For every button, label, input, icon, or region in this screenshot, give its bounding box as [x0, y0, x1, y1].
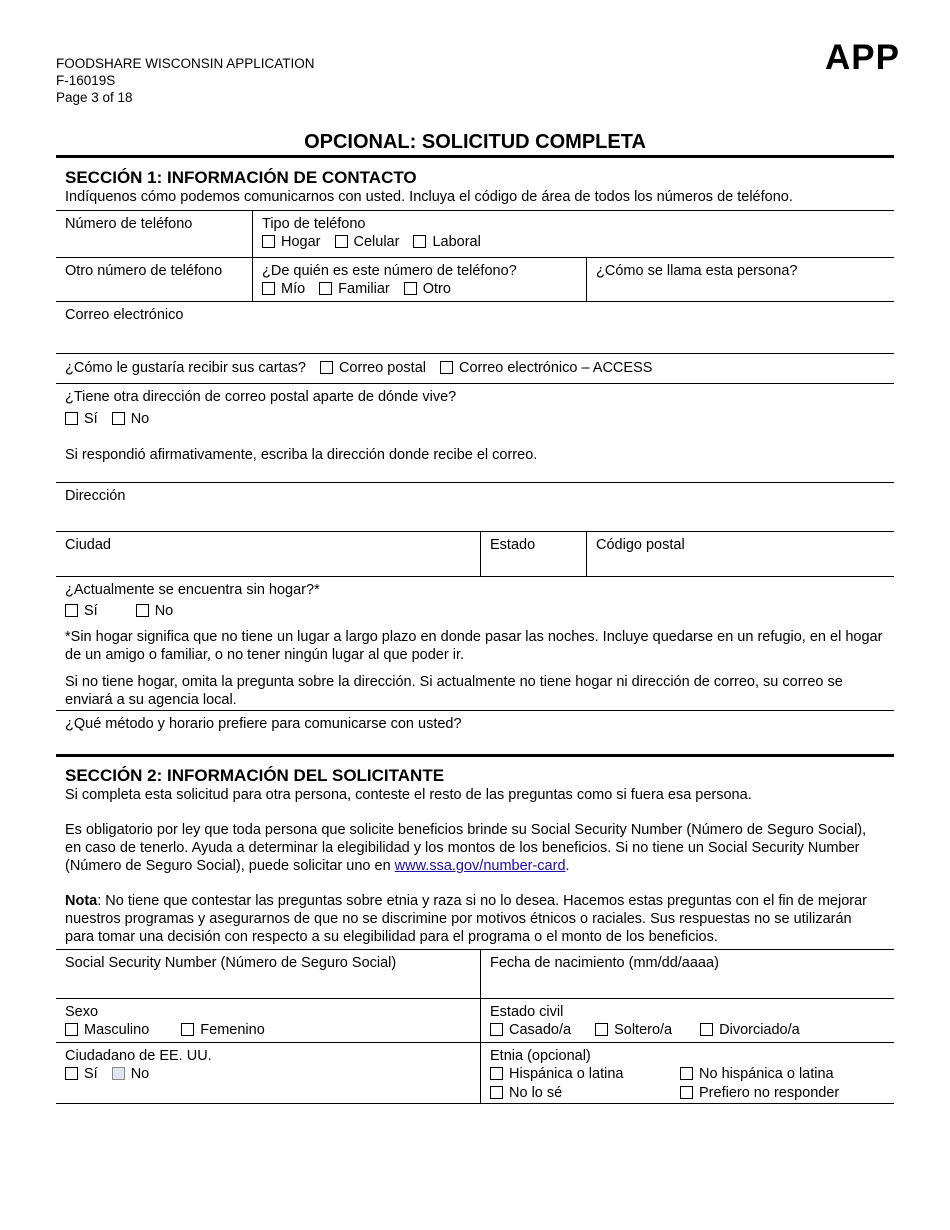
option-label: No [130, 411, 150, 427]
ethnicity-label: Etnia (opcional) [490, 1048, 591, 1064]
checkbox[interactable] [490, 1023, 503, 1036]
email-row [56, 301, 894, 353]
option-label: Sí [84, 603, 98, 619]
section1-subtitle: Indíquenos cómo podemos comunicarnos con usted. Incluya el código de área de todos los números de teléfono. [65, 189, 793, 205]
option-label: No [130, 1066, 150, 1082]
email-field[interactable] [56, 302, 894, 353]
city-field[interactable] [56, 532, 480, 576]
note-label: Nota [65, 893, 98, 909]
phone-type-field [252, 211, 894, 257]
email-label: Correo electrónico [65, 307, 184, 323]
checkbox[interactable] [112, 1067, 125, 1080]
marital-label: Estado civil [490, 1004, 564, 1020]
letters-row [56, 353, 894, 383]
option-label: Correo electrónico – ACCESS [459, 360, 653, 376]
city-row [56, 531, 894, 576]
checkbox[interactable] [136, 604, 149, 617]
checkbox[interactable] [680, 1067, 693, 1080]
checkbox[interactable] [262, 282, 275, 295]
note-text: : No tiene que contestar las preguntas sobre etnia y raza si no lo desea. Hacemos estas preguntas con el fin de mejorar nuestros programas y asegurarnos de que no se discrimine por motivos étnicos o raciales. Sus respuestas no se utilizarán para tomar una decisión con respecto a su elegibilidad para el programa o el monto de los beneficios. [65, 893, 867, 945]
ssn-row [56, 949, 894, 998]
section2-title: SECCIÓN 2: INFORMACIÓN DEL SOLICITANTE [65, 766, 445, 785]
phone-type-celular[interactable] [335, 233, 400, 251]
checkbox[interactable] [112, 412, 125, 425]
option-label: No lo sé [509, 1085, 563, 1101]
contact-method-row [56, 710, 894, 754]
checkbox[interactable] [262, 235, 275, 248]
phone-field[interactable] [56, 211, 252, 257]
program-name: FOODSHARE WISCONSIN APPLICATION [56, 56, 315, 71]
whose-phone-label: ¿De quién es este número de teléfono? [262, 263, 517, 279]
phone-type-label: Tipo de teléfono [262, 216, 366, 232]
checkbox[interactable] [65, 412, 78, 425]
homeless-definition: *Sin hogar significa que no tiene un lugar a largo plazo en donde pasar las noches. Incluye quedarse en un refugio, en el hogar de un amigo o familiar, o no tener ningún lugar al que poder ir. [65, 629, 883, 663]
option-label: Prefiero no responder [699, 1085, 840, 1101]
letters-label: ¿Cómo le gustaría recibir sus cartas? [65, 360, 306, 376]
sex-marital-row [56, 998, 894, 1042]
citizen-no[interactable] [112, 1065, 150, 1083]
whose-phone-mio[interactable] [262, 280, 305, 298]
ssn-text-end: . [565, 858, 570, 874]
homeless-row [56, 576, 894, 710]
marital-single[interactable] [595, 1021, 672, 1039]
ssn-field[interactable] [56, 950, 480, 998]
address-field[interactable] [56, 483, 894, 531]
checkbox[interactable] [440, 361, 453, 374]
option-label: Hispánica o latina [509, 1066, 624, 1082]
other-phone-label: Otro número de teléfono [65, 263, 223, 279]
checkbox[interactable] [595, 1023, 608, 1036]
option-label: Celular [353, 234, 400, 250]
application-form [56, 155, 894, 1104]
checkbox[interactable] [65, 1067, 78, 1080]
checkbox[interactable] [490, 1067, 503, 1080]
option-label: Masculino [84, 1022, 150, 1038]
zip-label: Código postal [596, 537, 685, 553]
checkbox[interactable] [680, 1086, 693, 1099]
phone-type-hogar[interactable] [262, 233, 321, 251]
ssn-paragraph [65, 821, 894, 875]
checkbox[interactable] [320, 361, 333, 374]
ethnicity-non-hispanic[interactable] [680, 1065, 880, 1083]
ethnicity-unknown[interactable] [490, 1084, 680, 1102]
person-name-label: ¿Cómo se llama esta persona? [596, 263, 798, 279]
city-label: Ciudad [65, 537, 111, 553]
checkbox[interactable] [404, 282, 417, 295]
ethnicity-prefer-not[interactable] [680, 1084, 880, 1102]
option-label: No hispánica o latina [699, 1066, 834, 1082]
option-label: Femenino [200, 1022, 265, 1038]
zip-field[interactable] [586, 532, 894, 576]
checkbox[interactable] [700, 1023, 713, 1036]
homeless-instructions: Si no tiene hogar, omita la pregunta sobre la dirección. Si actualmente no tiene hogar ni dirección de correo, su correo se enviará a su agencia local. [65, 674, 843, 708]
section1-header [56, 158, 894, 210]
letters-field [56, 354, 894, 383]
letters-postal[interactable] [320, 359, 426, 377]
option-label: No [154, 603, 174, 619]
dob-label: Fecha de nacimiento (mm/dd/aaaa) [490, 955, 719, 971]
whose-phone-otro[interactable] [404, 280, 451, 298]
citizen-ethnicity-row [56, 1042, 894, 1104]
sex-female[interactable] [181, 1021, 264, 1039]
marital-divorced[interactable] [700, 1021, 800, 1039]
other-phone-field[interactable] [56, 258, 252, 301]
option-label: Laboral [432, 234, 481, 250]
letters-email[interactable] [440, 359, 652, 377]
phone-type-laboral[interactable] [413, 233, 480, 251]
other-address-no[interactable] [112, 410, 150, 428]
homeless-no[interactable] [136, 602, 174, 620]
checkbox[interactable] [490, 1086, 503, 1099]
page-number: Page 3 of 18 [56, 90, 133, 105]
sex-field [56, 999, 480, 1042]
marital-married[interactable] [490, 1021, 571, 1039]
form-header [56, 55, 315, 106]
ssa-link[interactable]: www.ssa.gov/number-card [394, 858, 566, 874]
checkbox[interactable] [335, 235, 348, 248]
dob-field[interactable] [480, 950, 894, 998]
app-code: APP [825, 38, 900, 77]
person-name-field[interactable] [586, 258, 894, 301]
page-title: OPCIONAL: SOLICITUD COMPLETA [304, 131, 646, 153]
ethnicity-field [480, 1043, 894, 1103]
sex-male[interactable] [65, 1021, 149, 1039]
option-label: Divorciado/a [719, 1022, 800, 1038]
option-label: Hogar [281, 234, 321, 250]
phone-label: Número de teléfono [65, 216, 193, 232]
other-address-question: ¿Tiene otra dirección de correo postal aparte de dónde vive? [65, 389, 457, 405]
section1-title: SECCIÓN 1: INFORMACIÓN DE CONTACTO [65, 168, 417, 187]
option-label: Soltero/a [614, 1022, 673, 1038]
option-label: Sí [84, 411, 98, 427]
checkbox[interactable] [181, 1023, 194, 1036]
citizen-yes[interactable] [65, 1065, 98, 1083]
section2-subtitle: Si completa esta solicitud para otra persona, conteste el resto de las preguntas como si fuera esa persona. [65, 787, 752, 803]
checkbox[interactable] [65, 1023, 78, 1036]
whose-phone-familiar[interactable] [319, 280, 390, 298]
option-label: Mío [281, 281, 306, 297]
other-address-field [56, 384, 894, 482]
contact-method-label: ¿Qué método y horario prefiere para comunicarse con usted? [65, 716, 462, 732]
other-phone-row [56, 257, 894, 301]
checkbox[interactable] [65, 604, 78, 617]
option-label: Otro [422, 281, 451, 297]
other-address-row [56, 383, 894, 482]
address-label: Dirección [65, 488, 126, 504]
homeless-question: ¿Actualmente se encuentra sin hogar?* [65, 582, 320, 598]
homeless-field [56, 577, 894, 710]
citizen-label: Ciudadano de EE. UU. [65, 1048, 212, 1064]
contact-method-field[interactable] [56, 711, 894, 754]
note-paragraph [65, 892, 894, 946]
address-row [56, 482, 894, 531]
sex-label: Sexo [65, 1004, 99, 1020]
homeless-yes[interactable] [65, 602, 98, 620]
option-label: Sí [84, 1066, 98, 1082]
citizen-field [56, 1043, 480, 1103]
other-address-note: Si respondió afirmativamente, escriba la dirección donde recibe el correo. [65, 447, 538, 463]
form-number: F-16019S [56, 73, 116, 88]
state-field[interactable] [480, 532, 586, 576]
marital-field [480, 999, 894, 1042]
checkbox[interactable] [319, 282, 332, 295]
option-label: Correo postal [338, 360, 426, 376]
option-label: Casado/a [509, 1022, 572, 1038]
checkbox[interactable] [413, 235, 426, 248]
ssn-label: Social Security Number (Número de Seguro Social) [65, 955, 397, 971]
ethnicity-hispanic[interactable] [490, 1065, 680, 1083]
section2-header [56, 757, 894, 949]
whose-phone-field [252, 258, 586, 301]
option-label: Familiar [338, 281, 390, 297]
state-label: Estado [490, 537, 536, 553]
other-address-yes[interactable] [65, 410, 98, 428]
ssn-text: Es obligatorio por ley que toda persona que solicite beneficios brinde su Social Security Number (Número de Seguro Social), en caso de tenerlo. Ayuda a determinar la elegibilidad y los montos de los beneficios. Si no tiene un Social Security Number (Número de Seguro Social), puede solicitar uno en [65, 822, 867, 874]
phone-row [56, 210, 894, 257]
